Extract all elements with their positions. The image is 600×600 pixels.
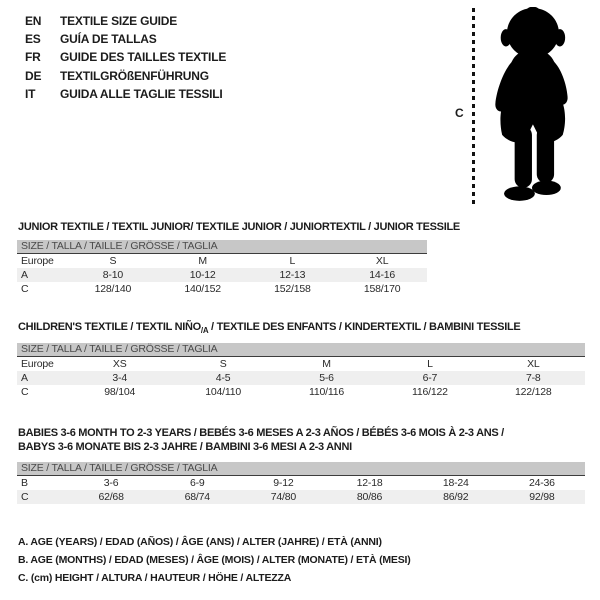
cell: 5-6 xyxy=(319,372,334,384)
cell: 158/170 xyxy=(363,283,401,295)
size-header-bar: SIZE / TALLA / TAILLE / GRÖSSE / TAGLIA xyxy=(17,240,427,254)
cell: 18-24 xyxy=(442,477,469,489)
table-row xyxy=(17,476,585,490)
cell: 86/92 xyxy=(443,491,469,503)
cell: S xyxy=(219,358,227,370)
cell: 8-10 xyxy=(102,269,123,281)
language-title: TEXTILGRÖßENFÜHRUNG xyxy=(60,68,209,83)
cell: 128/140 xyxy=(94,283,132,295)
language-title: GUIDE DES TAILLES TEXTILE xyxy=(60,50,227,65)
row-label: A xyxy=(21,372,28,384)
legend-note-c: C. (cm) HEIGHT / ALTURA / HAUTEUR / HÖHE / ALTEZZA xyxy=(18,572,292,584)
size-header-bar: SIZE / TALLA / TAILLE / GRÖSSE / TAGLIA xyxy=(17,343,585,357)
row-label: C xyxy=(21,491,29,503)
cell: 4-5 xyxy=(215,372,231,384)
cell: XL xyxy=(527,358,540,370)
table-row xyxy=(17,268,427,282)
table-row xyxy=(17,254,427,268)
babies-table xyxy=(17,462,585,504)
title-subscript: /A xyxy=(200,326,209,336)
cell: XS xyxy=(112,358,127,370)
title-line: BABIES 3-6 MONTH TO 2-3 YEARS / BEBÉS 3-6 MESES A 2-3 AÑOS / BÉBÉS 3-6 MOIS À 2-3 ANS / xyxy=(18,427,504,439)
cell: S xyxy=(109,255,117,267)
cell: 12-13 xyxy=(279,269,306,281)
table-row xyxy=(17,385,585,399)
language-row-en xyxy=(25,12,226,30)
cell: 3-4 xyxy=(112,372,127,384)
cell: L xyxy=(289,255,296,267)
language-row-es xyxy=(25,30,226,48)
table-row xyxy=(17,282,427,296)
table-row xyxy=(17,357,585,371)
cell: 104/110 xyxy=(205,386,241,398)
language-row-it xyxy=(25,85,226,103)
cell: 7-8 xyxy=(526,372,541,384)
children-table-title xyxy=(18,321,520,335)
cell: 80/86 xyxy=(356,491,383,503)
cell: 98/104 xyxy=(104,386,136,398)
cell: 62/68 xyxy=(98,491,124,503)
language-list xyxy=(25,12,226,103)
cell: L xyxy=(427,358,433,370)
cell: 122/128 xyxy=(515,386,552,398)
cell: 10-12 xyxy=(189,269,216,281)
junior-table-title: JUNIOR TEXTILE / TEXTIL JUNIOR/ TEXTILE JUNIOR / JUNIORTEXTIL / JUNIOR TESSILE xyxy=(18,221,460,233)
row-label: Europe xyxy=(21,255,54,267)
cell: 110/116 xyxy=(308,386,344,398)
table-row xyxy=(17,490,585,504)
language-code: FR xyxy=(25,50,41,65)
cell: XL xyxy=(375,255,389,267)
legend-note-a: A. AGE (YEARS) / EDAD (AÑOS) / ÂGE (ANS) / ALTER (JAHRE) / ETÀ (ANNI) xyxy=(18,536,382,548)
language-code: IT xyxy=(25,86,36,101)
size-header-bar: SIZE / TALLA / TAILLE / GRÖSSE / TAGLIA xyxy=(17,462,585,476)
row-label: A xyxy=(21,269,28,281)
row-label: C xyxy=(21,283,29,295)
table-row xyxy=(17,371,585,385)
language-code: DE xyxy=(25,68,42,83)
junior-table xyxy=(17,240,427,296)
language-row-de xyxy=(25,67,226,85)
height-measure-dashed-line xyxy=(472,8,475,207)
language-code: EN xyxy=(25,14,42,28)
baby-silhouette-icon xyxy=(481,7,581,209)
language-title: GUÍA DE TALLAS xyxy=(60,32,157,47)
legend-note-b: B. AGE (MONTHS) / EDAD (MESES) / ÂGE (MOIS) / ALTER (MONATE) / ETÀ (MESI) xyxy=(18,554,411,566)
title-part: CHILDREN'S TEXTILE / TEXTIL NIÑO xyxy=(18,321,201,333)
cell: 116/122 xyxy=(412,386,448,398)
cell: 152/158 xyxy=(274,283,311,295)
row-label: B xyxy=(21,477,28,489)
title-line: BABYS 3-6 MONATE BIS 2-3 JAHRE / BAMBINI 3-6 MESI A 2-3 ANNI xyxy=(18,440,352,453)
cell: 9-12 xyxy=(273,477,294,489)
title-part: / TEXTILE DES ENFANTS / KINDERTEXTIL / BAMBINI TESSILE xyxy=(208,321,521,333)
cell: 6-9 xyxy=(189,477,205,489)
cell: 6-7 xyxy=(422,372,438,384)
language-code: ES xyxy=(25,32,41,47)
cell: 92/98 xyxy=(529,491,555,503)
cell: 24-36 xyxy=(528,477,555,489)
cell: 12-18 xyxy=(356,477,383,489)
language-title: TEXTILE SIZE GUIDE xyxy=(60,14,178,28)
cell: 3-6 xyxy=(103,477,119,489)
babies-table-title xyxy=(18,427,504,454)
cell: 140/152 xyxy=(184,283,221,295)
height-measure-label: C xyxy=(455,106,464,120)
cell: M xyxy=(322,358,331,370)
cell: 68/74 xyxy=(184,491,210,503)
row-label: C xyxy=(21,386,29,398)
children-table xyxy=(17,343,585,399)
language-row-fr xyxy=(25,48,226,66)
language-title: GUIDA ALLE TAGLIE TESSILI xyxy=(60,86,223,101)
row-label: Europe xyxy=(21,358,54,370)
cell: 14-16 xyxy=(369,269,396,281)
cell: 74/80 xyxy=(270,491,297,503)
cell: M xyxy=(198,255,207,267)
legend-notes xyxy=(18,533,411,587)
